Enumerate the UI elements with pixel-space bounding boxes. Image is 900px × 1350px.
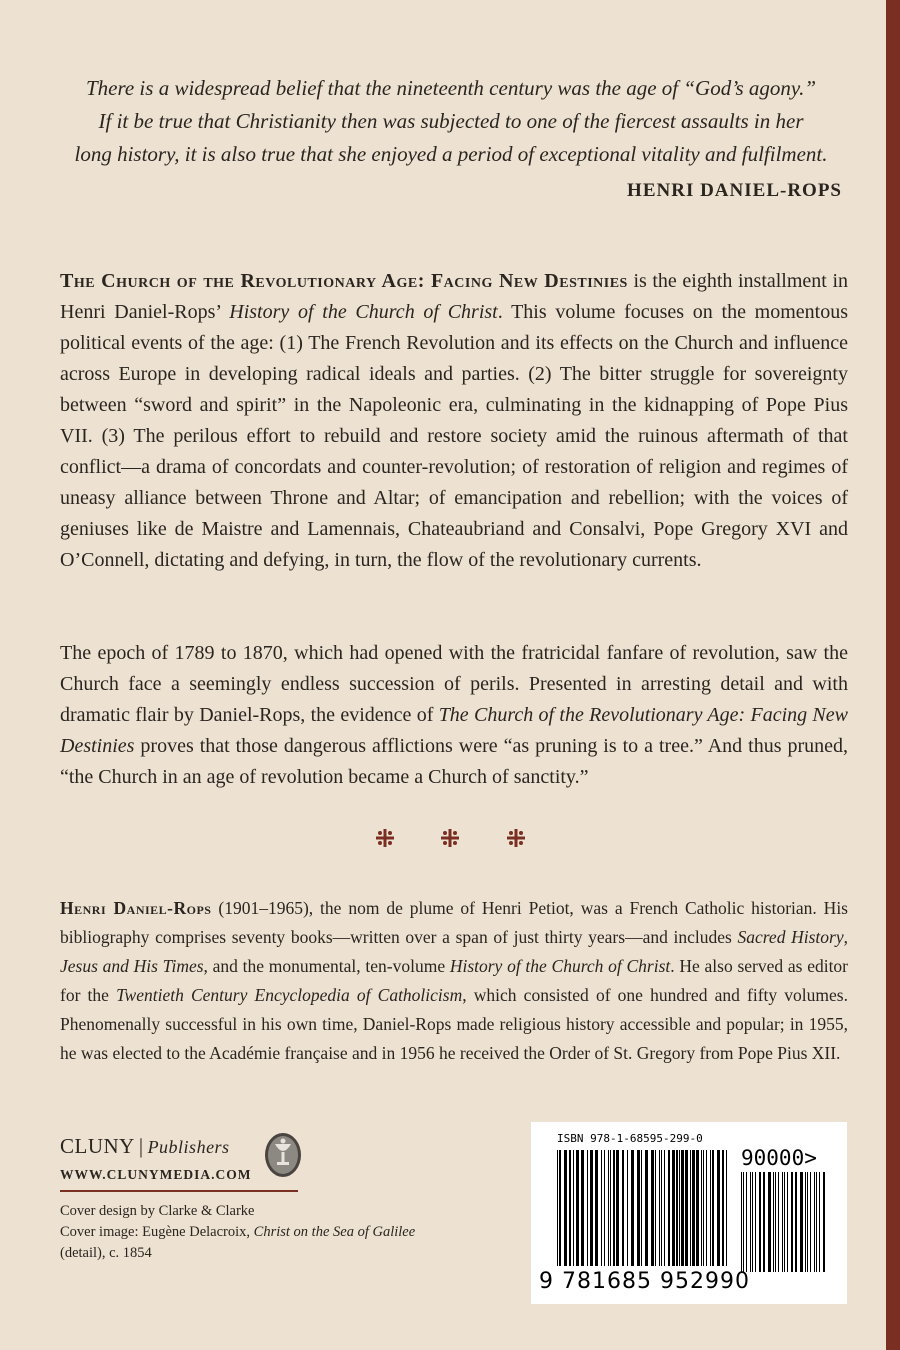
barcode-bar [637, 1150, 640, 1266]
barcode-bar [590, 1150, 593, 1266]
barcode-bar [755, 1172, 756, 1272]
barcode-bar [807, 1172, 808, 1272]
barcode-bars [557, 1150, 729, 1280]
cross-ornament-icon [440, 828, 460, 854]
barcode-bar [610, 1150, 611, 1266]
barcode-bar [819, 1172, 820, 1272]
barcode-bar [604, 1150, 605, 1266]
barcode-bar [750, 1172, 751, 1272]
barcode-bar [679, 1150, 680, 1266]
barcode-bar [631, 1150, 634, 1266]
barcode-bar [601, 1150, 602, 1266]
barcode-bar [564, 1150, 567, 1266]
barcode-bar [559, 1150, 561, 1266]
barcode-bar [759, 1172, 761, 1272]
barcode-bar [752, 1172, 753, 1272]
barcode-bar [672, 1150, 675, 1266]
barcode-bar [627, 1150, 628, 1266]
spine-edge [886, 0, 900, 1350]
barcode-bar [810, 1172, 811, 1272]
description-paragraph: The Church of the Revolutionary Age: Facing New Destinies is the eighth installment in Henri Daniel-Rops’ History of the Church of Christ. This volume focuses on the momentous political events of the age: (1) The French Revolution and its effects on the Church and influence across Europe in developing radical ideals and parties. (2) The bitter struggle for sovereignty between “sword and spirit” in the Napoleonic era, culminating in the kidnapping of Pope Pius VII. (3) The perilous effort to rebuild and restore society amid the ruinous aftermath of that conflict—a drama of concordats and counter-revolution; of restoration of religion and regimes of uneasy alliance between Throne and Altar; of emancipation and rebellion; with the voices of geniuses like de Maistre and Lamennais, Chateaubriand and Consalvi, Pope Gregory XVI and O’Connell, dictating and defying, in turn, the flow of the revolutionary currents. [60, 270, 849, 571]
series-title: History of the Church of Christ [229, 301, 498, 323]
barcode-bar [641, 1150, 642, 1266]
barcode-bar [690, 1150, 691, 1266]
barcode-bar [746, 1172, 747, 1272]
cross-ornament-icon [506, 828, 526, 854]
barcode-bar [576, 1150, 579, 1266]
barcode-bar [743, 1172, 744, 1272]
quote-line: long history, it is also true that she enjoyed a period of exceptional vitality and fulfilment. [74, 142, 828, 166]
publisher-name: CLUNY | Publishers [60, 1134, 230, 1158]
barcode-bar [773, 1172, 774, 1272]
barcode-bar [645, 1150, 648, 1266]
barcode-bar [613, 1150, 615, 1266]
barcode-bar [823, 1172, 825, 1272]
isbn-label: ISBN 978-1-68595-299-0 [557, 1132, 703, 1145]
barcode-bar [659, 1150, 660, 1266]
publisher-block [60, 1134, 252, 1183]
cover-credits [60, 1201, 480, 1264]
barcode-bar [651, 1150, 654, 1266]
barcode-bar [795, 1172, 797, 1272]
barcode-bar [775, 1172, 776, 1272]
barcode-bar [616, 1150, 619, 1266]
barcode-bar [692, 1150, 695, 1266]
barcode-bar [681, 1150, 684, 1266]
barcode-bar [655, 1150, 656, 1266]
barcode-bar [696, 1150, 699, 1266]
barcode-bar [676, 1150, 678, 1266]
price-code: 90000> [741, 1146, 817, 1170]
barcode-bar [741, 1172, 742, 1272]
book-title: The Church of the Revolutionary Age: Facing New Destinies [60, 270, 628, 292]
epigraph-quote [56, 72, 846, 171]
barcode-bar [622, 1150, 624, 1266]
barcode-bar [587, 1150, 588, 1266]
barcode-bar [787, 1172, 788, 1272]
barcode-bar [664, 1150, 665, 1266]
barcode-bar [768, 1172, 771, 1272]
barcode-bar [717, 1150, 720, 1266]
book-title: The Church of the Revolutionary Age: Facing New Destinies [60, 704, 848, 757]
quote-line: If it be true that Christianity then was subjected to one of the fiercest assaults in her [98, 109, 804, 133]
barcode-bar [763, 1172, 765, 1272]
barcode-bar [814, 1172, 815, 1272]
barcode-bar [710, 1150, 711, 1266]
barcode-bar [557, 1150, 558, 1266]
image-credit-detail: (detail), c. 1854 [60, 1245, 152, 1261]
barcode-bar [791, 1172, 793, 1272]
barcode [531, 1122, 847, 1304]
epoch-paragraph: The epoch of 1789 to 1870, which had opened with the fratricidal fanfare of revolution, saw the Church face a seemingly endless succession of perils. Presented in arresting detail and with dramatic flair by Daniel-Rops, the evidence of The Church of the Revolutionary Age: Facing New Destinies proves that those dangerous afflictions were “as pruning is to a tree.” And thus pruned, “the Church in an age of revolution became a Church of sanctity.” [60, 642, 848, 788]
barcode-bar [573, 1150, 574, 1266]
barcode-bar [661, 1150, 662, 1266]
isbn-digits: 9 781685 952990 [539, 1269, 750, 1294]
image-credit: Cover image: Eugène Delacroix, Christ on the Sea of Galilee [60, 1224, 416, 1240]
barcode-bar [581, 1150, 584, 1266]
author-bio: Henri Daniel-Rops (1901–1965), the nom de plume of Henri Petiot, was a French Catholic historian. His bibliography comprises seventy books—written over a span of just thirty years—and includes Sacred History, Jesus and His Times, and the monumental, ten-volume History of the Church of Christ. He also served as editor for the Twentieth Century Encyclopedia of Catholicism, which consisted of one hundred and fifty volumes. Phenomenally successful in his own time, Daniel-Rops made religious history accessible and popular; in 1955, he was elected to the Académie française and in 1956 he received the Order of St. Gregory from Pope Pius XII. [60, 898, 849, 1063]
author-name: Henri Daniel-Rops [60, 898, 212, 918]
barcode-bar [608, 1150, 609, 1266]
barcode-bar [712, 1150, 714, 1266]
barcode-bar [726, 1150, 727, 1266]
price-barcode-bars [741, 1172, 829, 1272]
chalice-medallion-icon [264, 1132, 302, 1178]
barcode-bar [569, 1150, 571, 1266]
barcode-bar [701, 1150, 702, 1266]
barcode-bar [778, 1172, 779, 1272]
barcode-bar [782, 1172, 783, 1272]
barcode-bar [816, 1172, 817, 1272]
barcode-bar [703, 1150, 704, 1266]
publisher-url: WWW.CLUNYMEDIA.COM [60, 1167, 252, 1182]
quote-author: HENRI DANIEL-ROPS [627, 180, 842, 201]
barcode-bar [722, 1150, 724, 1266]
barcode-bar [668, 1150, 670, 1266]
cross-ornament-icon [375, 828, 395, 854]
barcode-bar [805, 1172, 806, 1272]
barcode-bar [595, 1150, 598, 1266]
section-divider [0, 828, 900, 854]
quote-line: There is a widespread belief that the nineteenth century was the age of “God’s agony.” [85, 76, 817, 100]
barcode-bar [800, 1172, 803, 1272]
barcode-bar [685, 1150, 688, 1266]
barcode-bar [706, 1150, 707, 1266]
barcode-bar [784, 1172, 785, 1272]
design-credit: Cover design by Clarke & Clarke [60, 1203, 255, 1219]
publisher-divider [60, 1190, 298, 1192]
